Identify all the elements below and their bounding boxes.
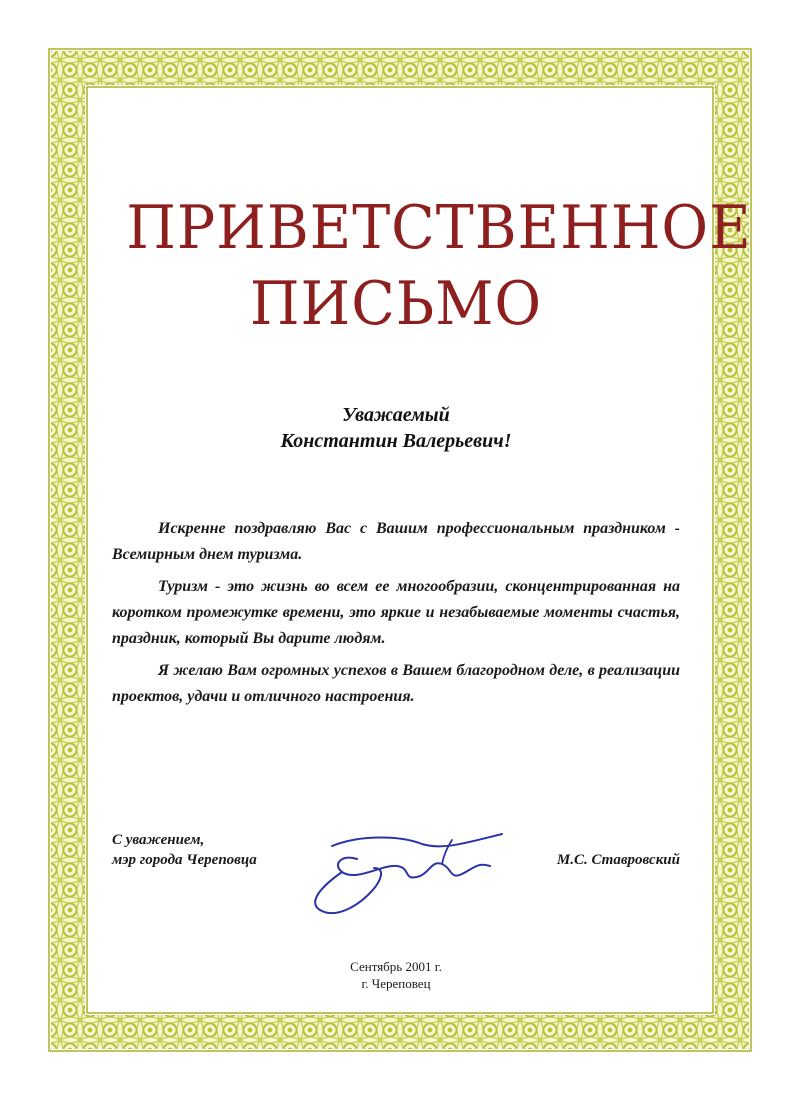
signer-name: М.С. Ставровский <box>556 852 680 868</box>
letter-content <box>112 150 752 1010</box>
greeting-line-1: Уважаемый <box>342 404 450 426</box>
handwritten-signature-icon <box>302 824 522 924</box>
signature-block <box>112 830 680 930</box>
letter-title <box>126 190 752 342</box>
title-line-2: ПИСЬМО <box>249 269 543 339</box>
paragraph: Я желаю Вам огромных успехов в Вашем благородном деле, в реализации проектов, удачи и отличного настроения. <box>112 662 680 705</box>
paragraph: Искренне поздравляю Вас с Вашим профессиональным праздником - Всемирным днем туризма. <box>112 520 680 563</box>
closing <box>112 830 257 870</box>
greeting <box>112 402 680 454</box>
place-line: г. Череповец <box>361 976 431 991</box>
date-place <box>112 958 680 992</box>
date-line: Сентябрь 2001 г. <box>350 959 442 974</box>
title-line-1: ПРИВЕТСТВЕННОЕ <box>126 193 752 263</box>
paragraph: Туризм - это жизнь во всем ее многообразии, сконцентрированная на коротком промежутке времени, это яркие и незабываемые моменты счастья, праздник, который Вы дарите людям. <box>112 578 680 647</box>
greeting-line-2: Константин Валерьевич! <box>280 430 512 452</box>
closing-line-2: мэр города Череповца <box>112 852 257 868</box>
closing-line-1: С уважением, <box>112 832 205 848</box>
letter-body <box>112 516 680 710</box>
